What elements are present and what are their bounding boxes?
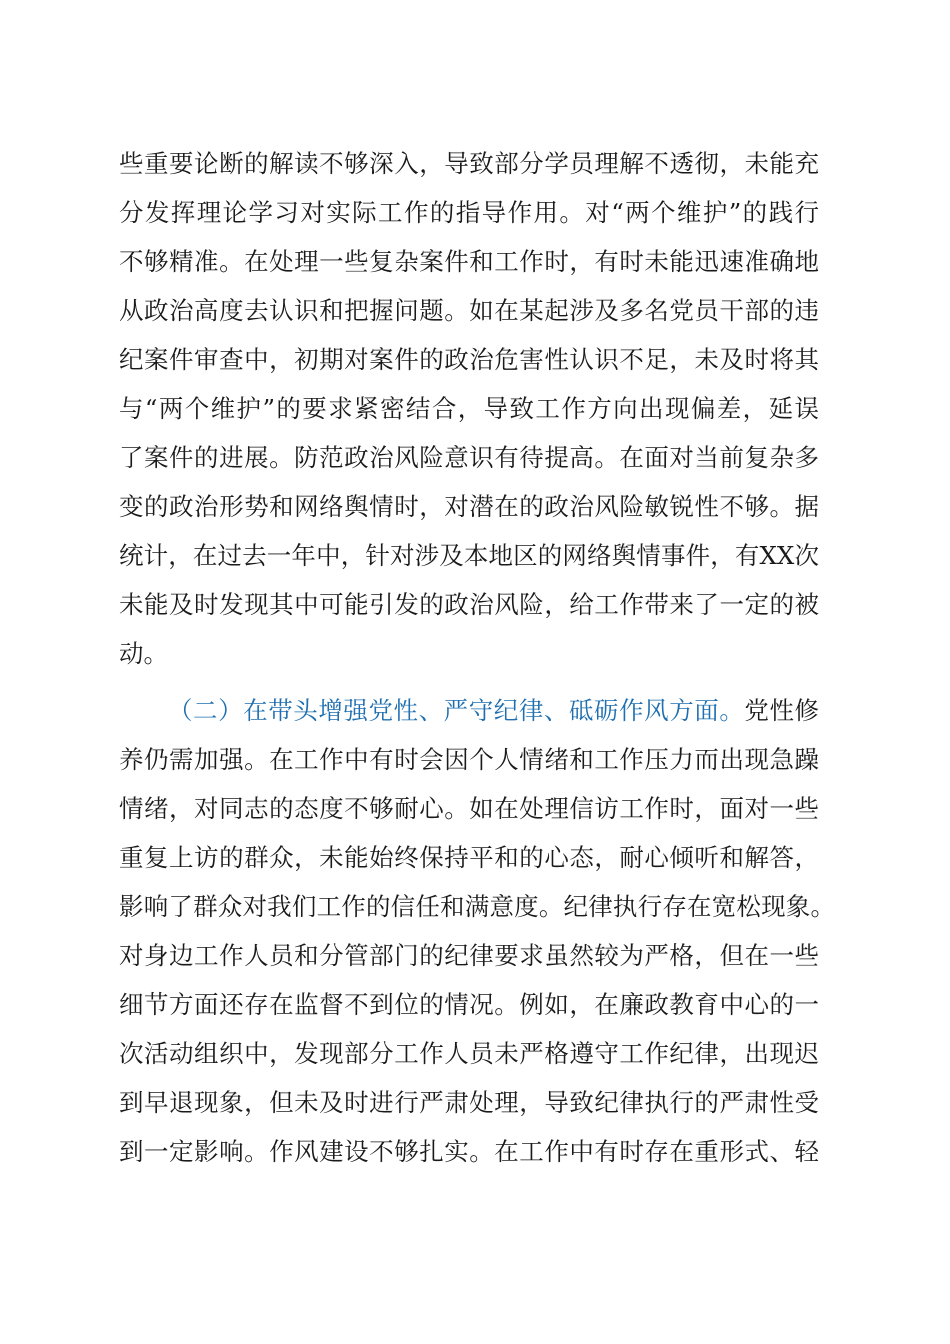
body-text-line: 变的政治形势和网络舆情时，对潜在的政治风险敏锐性不够。据 xyxy=(119,492,819,521)
body-text-line: 与“两个维护”的要求紧密结合，导致工作方向出现偏差，延误 xyxy=(119,394,819,423)
body-text-line: 对身边工作人员和分管部门的纪律要求虽然较为严格，但在一些 xyxy=(119,941,819,970)
body-text-line: 动。 xyxy=(119,639,168,668)
body-text-line: 未能及时发现其中可能引发的政治风险，给工作带来了一定的被 xyxy=(119,590,819,619)
body-text-line: 纪案件审查中，初期对案件的政治危害性认识不足，未及时将其 xyxy=(119,345,819,374)
body-text-line: 从政治高度去认识和把握问题。如在某起涉及多名党员干部的违 xyxy=(119,296,819,325)
section-text-start: 党性修 xyxy=(744,696,820,725)
body-text-line: 些重要论断的解读不够深入，导致部分学员理解不透彻，未能充 xyxy=(119,149,819,178)
body-text-line: 影响了群众对我们工作的信任和满意度。纪律执行存在宽松现象。 xyxy=(119,892,835,921)
body-text-line: 次活动组织中，发现部分工作人员未严格遵守工作纪律，出现迟 xyxy=(119,1039,819,1068)
body-text-line: 不够精准。在处理一些复杂案件和工作时，有时未能迅速准确地 xyxy=(119,247,819,276)
body-text-line: 细节方面还存在监督不到位的情况。例如，在廉政教育中心的一 xyxy=(119,990,819,1019)
section-heading-line xyxy=(168,686,819,736)
body-text-line: 重复上访的群众，未能始终保持平和的心态，耐心倾听和解答， xyxy=(119,843,819,872)
body-text-line: 到早退现象，但未及时进行严肃处理，导致纪律执行的严肃性受 xyxy=(119,1088,819,1117)
body-text-line: 到一定影响。作风建设不够扎实。在工作中有时存在重形式、轻 xyxy=(119,1137,819,1166)
body-text-line: 养仍需加强。在工作中有时会因个人情绪和工作压力而出现急躁 xyxy=(119,745,819,774)
section-heading: （二）在带头增强党性、严守纪律、砥砺作风方面。 xyxy=(168,696,745,725)
body-text-line: 分发挥理论学习对实际工作的指导作用。对“两个维护”的践行 xyxy=(119,198,819,227)
body-text-line: 情绪，对同志的态度不够耐心。如在处理信访工作时，面对一些 xyxy=(119,794,819,823)
body-text-line: 统计，在过去一年中，针对涉及本地区的网络舆情事件，有XX次 xyxy=(119,541,819,570)
body-text-line: 了案件的进展。防范政治风险意识有待提高。在面对当前复杂多 xyxy=(119,443,819,472)
